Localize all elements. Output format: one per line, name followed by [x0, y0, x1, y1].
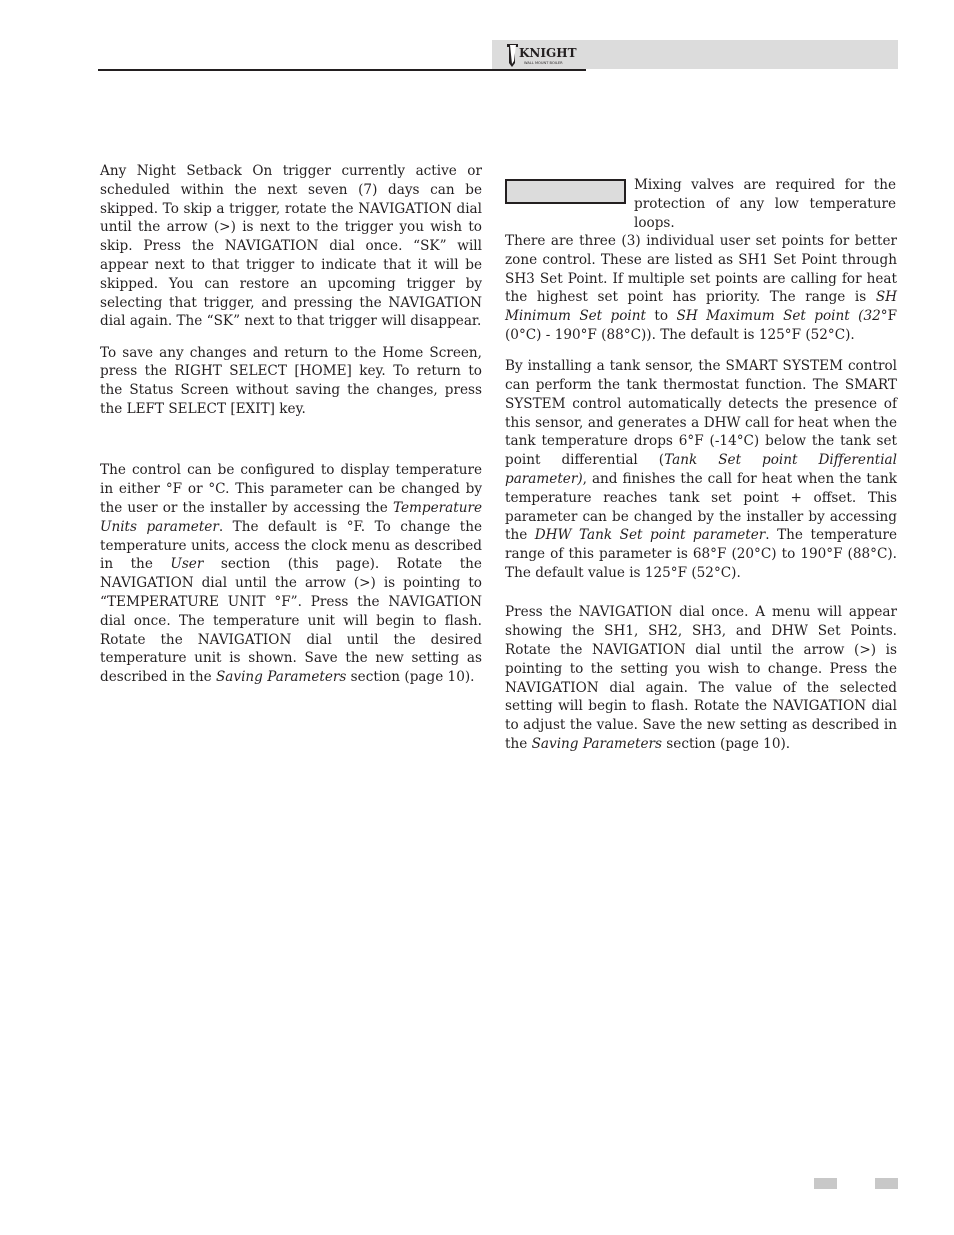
section-gap	[100, 431, 482, 461]
temperature-units-paragraph	[100, 461, 482, 687]
saving-parameters-ref: Saving Parameters	[531, 735, 662, 752]
tank-differential-ref: Tank Set point Differential parameter)	[505, 452, 897, 488]
sh-minimum-set-point-ref: SH Minimum Set point	[505, 289, 897, 325]
header-rule	[98, 69, 586, 71]
user-section-ref: User	[170, 556, 204, 573]
text-run: . The default is °F. To change the temperature units, access the clock menu as described in the	[100, 518, 482, 573]
text-run: section (this page). Rotate the NAVIGATION dial until the arrow (>) is pointing to “TEMPERATURE UNIT °F”. Press the NAVIGATION dial once. The temperature unit will begin to flash. Rotate the NAVIGATION dial until the desired temperature unit is shown. Save the new setting as described in the	[100, 556, 482, 686]
text-run: section (page 10).	[661, 735, 791, 752]
brand-subtitle: WALL MOUNT BOILER	[524, 61, 563, 65]
night-setback-skip-paragraph: Any Night Setback On trigger currently active or scheduled within the next seven (7) days can be skipped. To skip a trigger, rotate the NAVIGATION dial until the arrow (>) is next to the trigger you wish to skip. Press the NAVIGATION dial once. “SK” will appear next to that trigger to indicate that it will be skipped. You can restore an upcoming trigger by selecting that trigger, and pressing the NAVIGATION dial again. The “SK” next to that trigger will disappear.	[100, 163, 482, 330]
footer-tab-left	[814, 1178, 837, 1189]
text-run: Press the NAVIGATION dial once. A menu will appear showing the SH1, SH2, SH3, and DHW Set Points. Rotate the NAVIGATION dial until the arrow (>) is pointing to the setting you wish to change. Press the NAVIGATION dial again. The value of the selected setting will begin to flash. Rotate the NAVIGATION dial to adjust the value. Save the new setting as described in the	[505, 604, 897, 752]
text-run: By installing a tank sensor, the SMART SYSTEM control can perform the tank thermostat function. The SMART SYSTEM control automatically detects the presence of this sensor, and generates a DHW call for heat when the tank temperature drops 6°F (-14°C) below the tank set point differential (	[505, 358, 897, 469]
text-run: °F (0°C) - 190°F (88°C)). The default is 125°F (52°C).	[505, 308, 897, 343]
set-points-paragraph	[505, 232, 897, 345]
brand-name: KNIGHT	[519, 46, 577, 60]
text-run: There are three (3) individual user set points for better zone control. These are listed as SH1 Set Point through SH3 Set Point. If multiple set points are calling for heat the highest set point has priority. The range is	[505, 233, 897, 306]
change-set-points-paragraph	[505, 603, 897, 753]
tank-sensor-paragraph	[505, 357, 897, 583]
text-run: section (page 10).	[346, 669, 475, 686]
note-box	[505, 179, 626, 204]
knight-logo	[506, 41, 578, 68]
footer-tab-right	[875, 1178, 898, 1189]
sh-maximum-set-point-ref: SH Maximum Set point (32	[676, 308, 881, 325]
mixing-valve-note: Mixing valves are required for the protection of any low temperature loops.	[634, 177, 896, 231]
text-run: , and finishes the call for heat when the tank temperature reaches tank set point + offset. This parameter can be changed by the installer by accessing the	[505, 471, 897, 544]
left-column	[100, 162, 482, 699]
text-run: The control can be configured to display temperature in either °F or °C. This parameter can be changed by the user or the installer by accessing the	[100, 462, 482, 516]
section-gap	[505, 595, 897, 603]
text-run: to	[646, 308, 677, 325]
temperature-units-parameter-ref: Temperature Units parameter	[100, 499, 482, 535]
right-column	[505, 232, 897, 766]
text-run: . The temperature range of this parameter is 68°F (20°C) to 190°F (88°C). The default value is 125°F (52°C).	[505, 527, 897, 582]
saving-parameters-ref: Saving Parameters	[215, 669, 347, 686]
dhw-tank-set-point-ref: DHW Tank Set point parameter	[534, 527, 766, 544]
save-changes-paragraph: To save any changes and return to the Home Screen, press the RIGHT SELECT [HOME] key. To return to the Status Screen without saving the changes, press the LEFT SELECT [EXIT] key.	[100, 344, 482, 418]
